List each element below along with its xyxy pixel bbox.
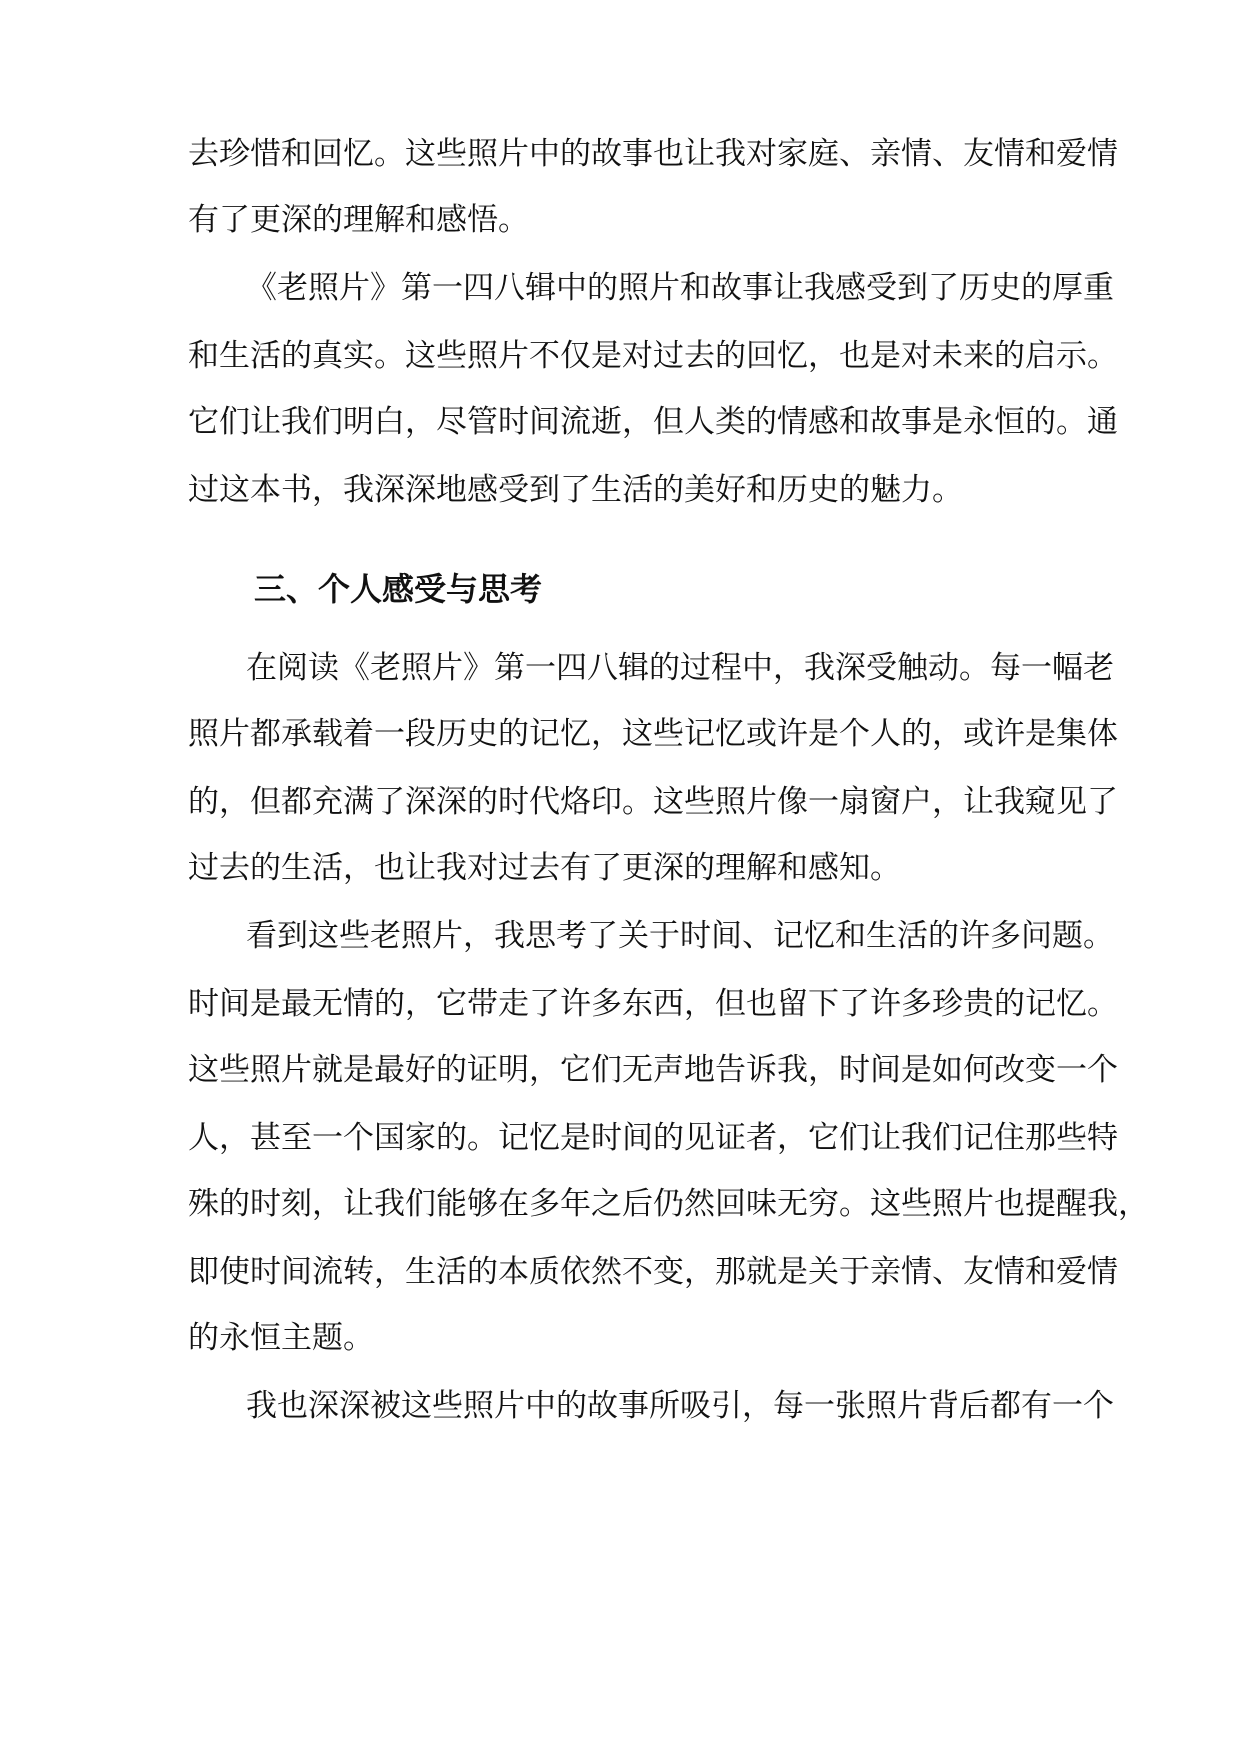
body-text-line: 时间是最无情的，它带走了许多东西，但也留下了许多珍贵的记忆。 <box>188 986 1118 1022</box>
body-text-line: 过这本书，我深深地感受到了生活的美好和历史的魅力。 <box>188 472 963 508</box>
body-text-line: 的永恒主题。 <box>188 1320 374 1356</box>
body-text-line: 它们让我们明白，尽管时间流逝，但人类的情感和故事是永恒的。通 <box>188 404 1118 440</box>
body-text-line: 人，甚至一个国家的。记忆是时间的见证者，它们让我们记住那些特 <box>188 1120 1118 1156</box>
body-text-line: 和生活的真实。这些照片不仅是对过去的回忆，也是对未来的启示。 <box>188 338 1118 374</box>
body-text-line: 的，但都充满了深深的时代烙印。这些照片像一扇窗户，让我窥见了 <box>188 784 1118 820</box>
body-text-line: 过去的生活，也让我对过去有了更深的理解和感知。 <box>188 850 901 886</box>
body-text-line: 殊的时刻，让我们能够在多年之后仍然回味无穷。这些照片也提醒我， <box>188 1186 1149 1222</box>
body-text-line: 去珍惜和回忆。这些照片中的故事也让我对家庭、亲情、友情和爱情 <box>188 136 1118 172</box>
body-text-line: 这些照片就是最好的证明，它们无声地告诉我，时间是如何改变一个 <box>188 1052 1118 1088</box>
body-text-line: 《老照片》第一四八辑中的照片和故事让我感受到了历史的厚重 <box>246 270 1114 306</box>
body-text-line: 在阅读《老照片》第一四八辑的过程中，我深受触动。每一幅老 <box>246 650 1114 686</box>
body-text-line: 有了更深的理解和感悟。 <box>188 202 529 238</box>
body-text-line: 我也深深被这些照片中的故事所吸引，每一张照片背后都有一个 <box>246 1388 1114 1424</box>
body-text-line: 看到这些老照片，我思考了关于时间、记忆和生活的许多问题。 <box>246 918 1114 954</box>
section-heading: 三、个人感受与思考 <box>254 570 543 608</box>
body-text-line: 照片都承载着一段历史的记忆，这些记忆或许是个人的，或许是集体 <box>188 716 1118 752</box>
body-text-line: 即使时间流转，生活的本质依然不变，那就是关于亲情、友情和爱情 <box>188 1254 1118 1290</box>
